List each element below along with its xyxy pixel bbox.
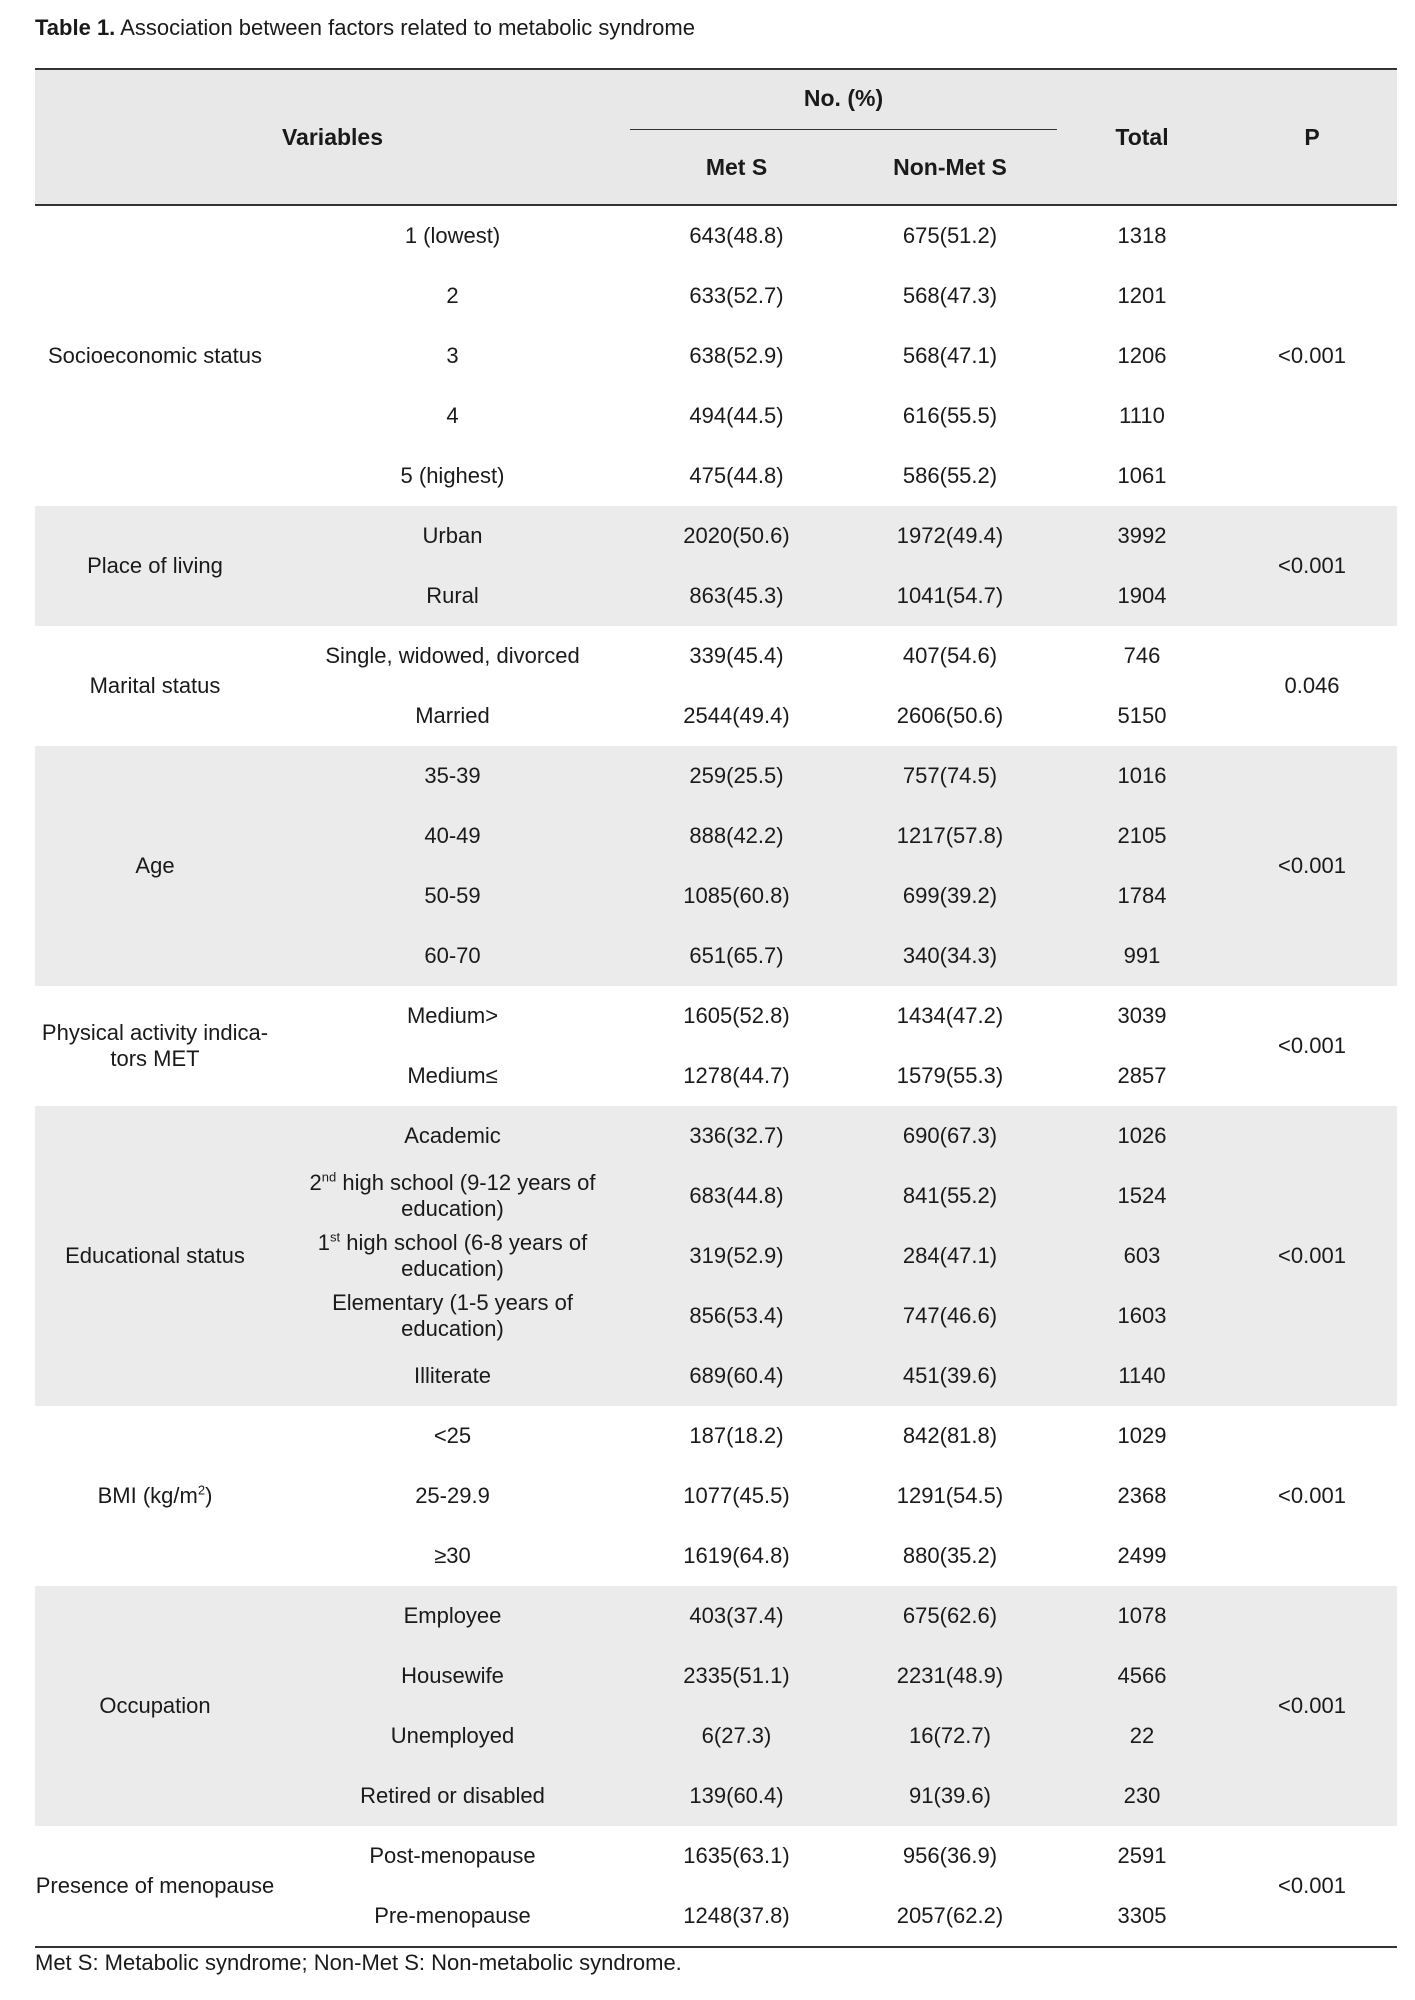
group-1 [35, 506, 1397, 626]
table-row [35, 986, 1397, 1046]
row-level [275, 1706, 630, 1766]
table-caption-text: Association between factors related to metabolic syndrome [115, 15, 695, 40]
group-p-value: <0.001 [1278, 1243, 1346, 1268]
row-level-main: Retired or disabled [360, 1783, 545, 1808]
row-non-met-s: 16(72.7) [909, 1723, 991, 1748]
row-level-text [407, 1063, 497, 1089]
row-level-main: 25-29.9 [415, 1483, 490, 1508]
header-variables: Variables [281, 123, 384, 150]
row-total: 3992 [1117, 523, 1167, 548]
row-total: 2499 [1117, 1543, 1167, 1568]
row-total: 1784 [1117, 883, 1167, 908]
row-total: 1318 [1117, 223, 1167, 248]
row-level-line2: education) [401, 1196, 504, 1221]
group-p-value: <0.001 [1278, 1033, 1346, 1058]
row-level-line2: education) [401, 1316, 504, 1341]
row-total: 2368 [1117, 1483, 1167, 1508]
row-level-text [434, 1423, 471, 1449]
row-level-main: 40-49 [424, 823, 481, 848]
table-row [35, 1106, 1397, 1166]
row-non-met-s: 757(74.5) [902, 763, 998, 788]
row-level-sup: st [330, 1229, 341, 1245]
row-level-sup: nd [321, 1169, 337, 1185]
row-level-main: 35-39 [424, 763, 481, 788]
row-level-text [310, 1170, 596, 1222]
row-total: 2591 [1117, 1843, 1167, 1868]
row-met-s: 1248(37.8) [683, 1903, 790, 1928]
row-non-met-s: 842(81.8) [902, 1423, 998, 1448]
row-level [275, 1826, 630, 1886]
row-met-s: 494(44.5) [689, 403, 784, 428]
row-level-main: high school (9-12 years of [336, 1170, 596, 1195]
row-level-main: 2 [446, 283, 459, 308]
table-row [35, 926, 1397, 986]
row-level-text [318, 1230, 587, 1282]
row-level-pre: 2 [309, 1170, 322, 1195]
group-p-value: <0.001 [1278, 853, 1346, 878]
row-level-main: Pre-menopause [374, 1903, 531, 1928]
group-name-post: ) [205, 1483, 213, 1508]
row-level-text [434, 1543, 471, 1569]
row-total: 230 [1123, 1783, 1161, 1808]
row-total: 1026 [1117, 1123, 1167, 1148]
row-level-main: Single, widowed, divorced [325, 643, 580, 668]
table-row [35, 386, 1397, 446]
row-non-met-s: 407(54.6) [902, 643, 998, 668]
group-p-value: 0.046 [1284, 673, 1340, 698]
group-2 [35, 626, 1397, 746]
row-non-met-s: 1972(49.4) [896, 523, 1004, 548]
row-level-text [360, 1783, 545, 1809]
table-row [35, 1886, 1397, 1946]
row-level-main: Illiterate [413, 1363, 492, 1388]
row-met-s: 683(44.8) [689, 1183, 784, 1208]
row-non-met-s: 690(67.3) [902, 1123, 998, 1148]
header-non-met-s: Non-Met S [893, 153, 1007, 180]
group-name: Marital status [89, 673, 221, 698]
row-level-main: high school (6-8 years of [340, 1230, 588, 1255]
row-level-text [424, 823, 480, 849]
table-row [35, 1526, 1397, 1586]
row-level-text [415, 1483, 490, 1509]
row-non-met-s: 340(34.3) [902, 943, 998, 968]
table-row [35, 686, 1397, 746]
row-level-text [415, 703, 490, 729]
row-level [275, 1646, 630, 1706]
group-name: Socioeconomic status [48, 343, 262, 368]
row-level-text [446, 343, 458, 369]
row-met-s: 259(25.5) [689, 763, 784, 788]
table-row [35, 1406, 1397, 1466]
group-p-value: <0.001 [1278, 343, 1346, 368]
row-level [275, 1346, 630, 1406]
row-level-main: 50-59 [424, 883, 481, 908]
row-level [275, 206, 630, 266]
row-level [275, 1106, 630, 1166]
table-row [35, 1826, 1397, 1886]
row-level-main: 5 (highest) [400, 463, 505, 488]
row-level [275, 446, 630, 506]
row-total: 22 [1129, 1723, 1155, 1748]
row-level-main: Academic [404, 1123, 501, 1148]
row-total: 1206 [1117, 343, 1167, 368]
row-level-main: 3 [446, 343, 459, 368]
row-level-text [391, 1723, 515, 1749]
row-level [275, 1406, 630, 1466]
row-total: 4566 [1117, 1663, 1167, 1688]
row-level-text [401, 463, 505, 489]
row-met-s: 1635(63.1) [683, 1843, 790, 1868]
table-caption [35, 12, 695, 44]
table-row [35, 866, 1397, 926]
table-row [35, 566, 1397, 626]
group-0 [35, 206, 1397, 506]
table-footnote: Met S: Metabolic syndrome; Non-Met S: Non-metabolic syndrome. [35, 1950, 682, 1975]
row-met-s: 403(37.4) [689, 1603, 784, 1628]
row-total: 1524 [1117, 1183, 1167, 1208]
row-total: 746 [1123, 643, 1161, 668]
row-level-text [446, 403, 458, 429]
row-level-text [369, 1843, 535, 1869]
table-row [35, 1646, 1397, 1706]
row-met-s: 638(52.9) [689, 343, 784, 368]
row-total: 3039 [1117, 1003, 1167, 1028]
row-level-text [424, 943, 480, 969]
row-level-text [325, 643, 579, 669]
row-level-main: 60-70 [424, 943, 481, 968]
row-met-s: 187(18.2) [689, 1423, 784, 1448]
group-7 [35, 1586, 1397, 1826]
table-header [35, 70, 1397, 204]
row-level [275, 866, 630, 926]
row-total: 1029 [1117, 1423, 1167, 1448]
row-level-text [446, 283, 458, 309]
row-met-s: 6(27.3) [701, 1723, 772, 1748]
row-level-main: Elementary (1-5 years of [332, 1290, 573, 1315]
row-level [275, 1466, 630, 1526]
group-p-value: <0.001 [1278, 1693, 1346, 1718]
row-level-main: Medium≤ [407, 1063, 498, 1088]
row-level [275, 926, 630, 986]
row-level [275, 1166, 630, 1226]
table-row [35, 1046, 1397, 1106]
group-6 [35, 1406, 1397, 1586]
row-level-text [423, 523, 483, 549]
row-level [275, 566, 630, 626]
row-level-main: 4 [446, 403, 459, 428]
row-level-text [407, 1003, 498, 1029]
row-met-s: 643(48.8) [689, 223, 784, 248]
row-non-met-s: 91(39.6) [909, 1783, 991, 1808]
group-name-sup: 2 [197, 1482, 206, 1498]
row-met-s: 1278(44.7) [683, 1063, 790, 1088]
row-level-text [401, 1663, 504, 1689]
row-met-s: 689(60.4) [689, 1363, 784, 1388]
row-non-met-s: 1041(54.7) [896, 583, 1004, 608]
row-met-s: 139(60.4) [689, 1783, 784, 1808]
row-level [275, 1046, 630, 1106]
row-level-text [404, 1603, 502, 1629]
group-5 [35, 1106, 1397, 1406]
table-row [35, 506, 1397, 566]
group-3 [35, 746, 1397, 986]
row-met-s: 2544(49.4) [683, 703, 790, 728]
row-non-met-s: 568(47.3) [902, 283, 998, 308]
row-level [275, 386, 630, 446]
row-level-text [426, 583, 479, 609]
row-level [275, 326, 630, 386]
row-level-main: Employee [403, 1603, 502, 1628]
row-level-main: ≥30 [434, 1543, 471, 1568]
row-met-s: 1605(52.8) [683, 1003, 790, 1028]
group-name: Educational status [65, 1243, 245, 1268]
group-8 [35, 1826, 1397, 1946]
row-met-s: 475(44.8) [689, 463, 784, 488]
row-level [275, 1226, 630, 1286]
group-name: Age [135, 853, 175, 878]
row-met-s: 339(45.4) [689, 643, 784, 668]
row-total: 3305 [1117, 1903, 1167, 1928]
table-row [35, 1286, 1397, 1346]
table-row [35, 1226, 1397, 1286]
table-row [35, 326, 1397, 386]
row-non-met-s: 1291(54.5) [896, 1483, 1004, 1508]
row-level [275, 1886, 630, 1946]
row-level-main: Unemployed [390, 1723, 515, 1748]
row-level-main: Post-menopause [369, 1843, 536, 1868]
row-level [275, 1526, 630, 1586]
table-row [35, 206, 1397, 266]
group-p-value: <0.001 [1278, 1483, 1346, 1508]
table-caption-label: Table 1. [35, 15, 116, 40]
row-met-s: 651(65.7) [689, 943, 784, 968]
header-met-s: Met S [705, 153, 768, 180]
row-non-met-s: 568(47.1) [902, 343, 998, 368]
row-non-met-s: 2231(48.9) [896, 1663, 1004, 1688]
row-level [275, 1586, 630, 1646]
row-level [275, 626, 630, 686]
row-level [275, 986, 630, 1046]
row-non-met-s: 699(39.2) [902, 883, 998, 908]
row-met-s: 633(52.7) [689, 283, 784, 308]
group-name: Presence of menopause [35, 1873, 275, 1898]
row-level-line2: education) [401, 1256, 504, 1281]
row-met-s: 888(42.2) [689, 823, 784, 848]
table-row [35, 806, 1397, 866]
header-no-pct: No. (%) [803, 84, 884, 111]
group-name: BMI (kg/m [97, 1483, 198, 1508]
row-level [275, 1286, 630, 1346]
row-total: 1016 [1117, 763, 1167, 788]
row-non-met-s: 2057(62.2) [896, 1903, 1004, 1928]
row-total: 603 [1123, 1243, 1161, 1268]
row-met-s: 863(45.3) [689, 583, 784, 608]
row-level-main: Urban [422, 523, 483, 548]
table-row [35, 1346, 1397, 1406]
row-level-text [374, 1903, 531, 1929]
header-total: Total [1115, 123, 1169, 150]
row-level [275, 266, 630, 326]
row-met-s: 2020(50.6) [683, 523, 790, 548]
group-name-line2: tors MET [110, 1046, 200, 1071]
table-row [35, 1166, 1397, 1226]
group-p-value: <0.001 [1278, 553, 1346, 578]
row-level-text [332, 1290, 573, 1342]
row-total: 2857 [1117, 1063, 1167, 1088]
group-name: Place of living [87, 553, 223, 578]
row-met-s: 2335(51.1) [683, 1663, 790, 1688]
row-level-main: 1 (lowest) [404, 223, 501, 248]
table-row [35, 1706, 1397, 1766]
row-met-s: 1619(64.8) [683, 1543, 790, 1568]
group-4 [35, 986, 1397, 1106]
row-level-main: Medium> [406, 1003, 499, 1028]
row-met-s: 1077(45.5) [683, 1483, 790, 1508]
row-total: 1140 [1118, 1363, 1166, 1388]
row-met-s: 1085(60.8) [683, 883, 790, 908]
row-level-main: Housewife [401, 1663, 504, 1688]
group-name: Physical activity indica- [41, 1020, 269, 1045]
row-level-text [414, 1363, 491, 1389]
row-non-met-s: 956(36.9) [902, 1843, 998, 1868]
group-name: Occupation [99, 1693, 211, 1718]
row-level [275, 1766, 630, 1826]
table-row [35, 1766, 1397, 1826]
row-met-s: 856(53.4) [689, 1303, 784, 1328]
row-level [275, 806, 630, 866]
row-total: 1078 [1117, 1603, 1167, 1628]
table-row [35, 1586, 1397, 1646]
row-non-met-s: 1579(55.3) [896, 1063, 1004, 1088]
row-level-text [404, 1123, 501, 1149]
row-total: 5150 [1117, 703, 1167, 728]
table-row [35, 446, 1397, 506]
row-total: 1904 [1117, 583, 1167, 608]
row-non-met-s: 675(51.2) [902, 223, 998, 248]
row-non-met-s: 841(55.2) [902, 1183, 998, 1208]
row-level-pre: 1 [317, 1230, 331, 1255]
table-row [35, 626, 1397, 686]
group-p-value: <0.001 [1278, 1873, 1346, 1898]
row-total: 991 [1123, 943, 1161, 968]
table-row [35, 266, 1397, 326]
row-level-text [424, 763, 480, 789]
header-p: P [1304, 123, 1320, 150]
row-non-met-s: 880(35.2) [902, 1543, 998, 1568]
row-level-main: <25 [433, 1423, 472, 1448]
row-total: 2105 [1117, 823, 1167, 848]
row-non-met-s: 2606(50.6) [896, 703, 1004, 728]
row-total: 1201 [1117, 283, 1167, 308]
table-row [35, 746, 1397, 806]
row-level-text [405, 223, 500, 249]
row-non-met-s: 1217(57.8) [896, 823, 1004, 848]
row-level [275, 686, 630, 746]
row-total: 1110 [1119, 403, 1165, 428]
row-total: 1603 [1117, 1303, 1167, 1328]
row-level [275, 746, 630, 806]
row-non-met-s: 451(39.6) [902, 1363, 998, 1388]
row-level-main: Married [415, 703, 490, 728]
row-total: 1061 [1117, 463, 1167, 488]
row-met-s: 319(52.9) [689, 1243, 784, 1268]
row-non-met-s: 747(46.6) [902, 1303, 998, 1328]
row-non-met-s: 616(55.5) [902, 403, 998, 428]
row-level-main: Rural [426, 583, 479, 608]
row-level-text [424, 883, 480, 909]
row-met-s: 336(32.7) [689, 1123, 784, 1148]
row-non-met-s: 675(62.6) [902, 1603, 998, 1628]
row-non-met-s: 586(55.2) [902, 463, 998, 488]
row-non-met-s: 284(47.1) [902, 1243, 998, 1268]
row-level [275, 506, 630, 566]
row-non-met-s: 1434(47.2) [896, 1003, 1004, 1028]
table-row [35, 1466, 1397, 1526]
